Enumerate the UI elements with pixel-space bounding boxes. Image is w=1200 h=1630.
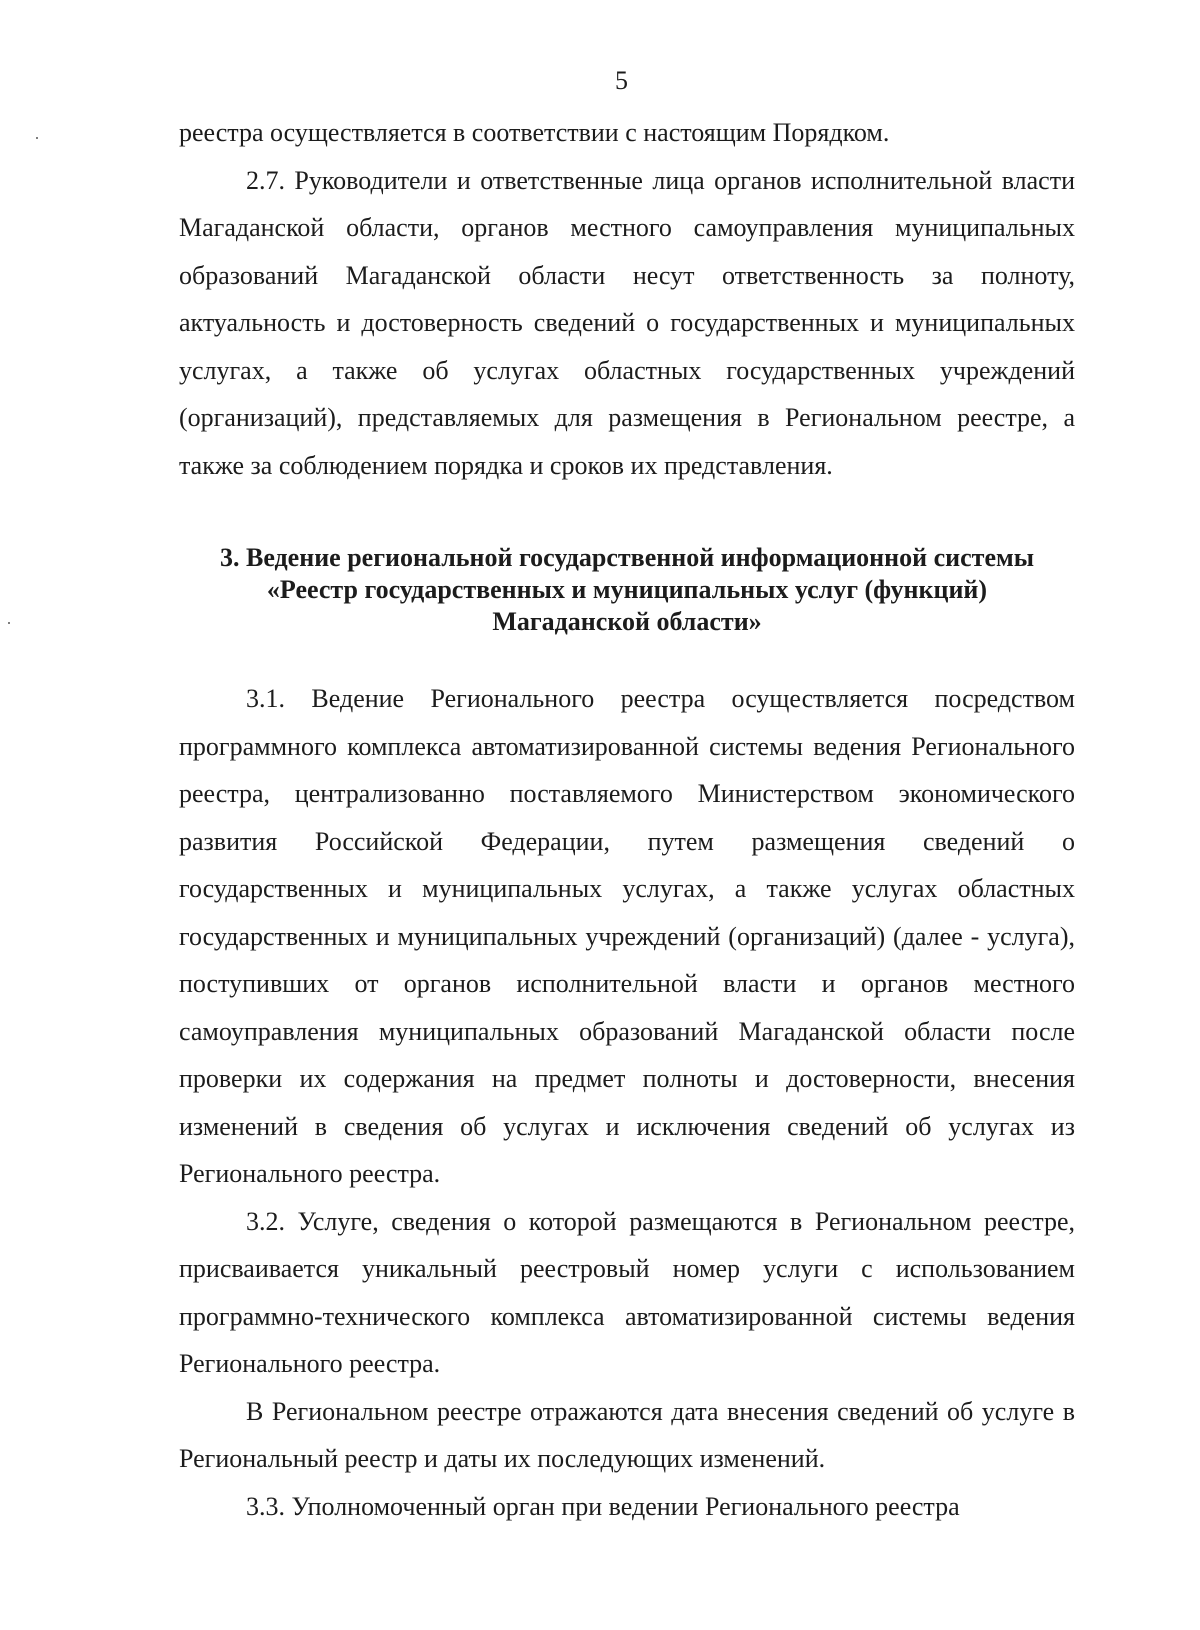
paragraph-2-7: 2.7. Руководители и ответственные лица органов исполнительной власти Магаданской области, органов местного самоуправления муниципальных образований Магаданской области несут ответственность за полноту, актуальность и достоверность сведений о государственных и муниципальных услугах, а также об услугах областных государственных учреждений (организаций), представляемых для размещения в Региональном реестре, а также за соблюдением порядка и сроков их представления. — [179, 165, 1075, 480]
scan-speck — [8, 622, 10, 624]
page-number: 5 — [615, 66, 628, 95]
paragraph-3-3: 3.3. Уполномоченный орган при ведении Регионального реестра — [246, 1491, 960, 1521]
document-body — [179, 109, 1075, 1530]
scan-speck — [36, 137, 38, 139]
paragraph-continuation: реестра осуществляется в соответствии с настоящим Порядком. — [179, 118, 890, 147]
section-heading-line: «Реестр государственных и муниципальных услуг (функций) — [266, 575, 988, 604]
paragraph-3-2: 3.2. Услуге, сведения о которой размещаются в Региональном реестре, присваивается уникальный реестровый номер услуги с использованием программно-технического комплекса автоматизированной системы ведения Регионального реестра. — [179, 1206, 1075, 1378]
paragraph-registry-dates: В Региональном реестре отражаются дата внесения сведений об услуге в Региональный реестр и даты их последующих изменений. — [179, 1396, 1075, 1473]
section-heading-line: 3. Ведение региональной государственной информационной системы — [219, 543, 1035, 572]
section-heading-line: Магаданской области» — [492, 607, 762, 636]
paragraph-3-1: 3.1. Ведение Регионального реестра осуществляется посредством программного комплекса автоматизированной системы ведения Регионального реестра, централизованно поставляемого Министерством экономического развития Российской Федерации, путем размещения сведений о государственных и муниципальных услугах, а также услугах областных государственных и муниципальных учреждений (организаций) (далее - услуга), поступивших от органов исполнительной власти и органов местного самоуправления муниципальных образований Магаданской области после проверки их содержания на предмет полноты и достоверности, внесения изменений в сведения об услугах и исключения сведений об услугах из Регионального реестра. — [179, 684, 1075, 1188]
section-heading-3 — [179, 542, 1075, 638]
